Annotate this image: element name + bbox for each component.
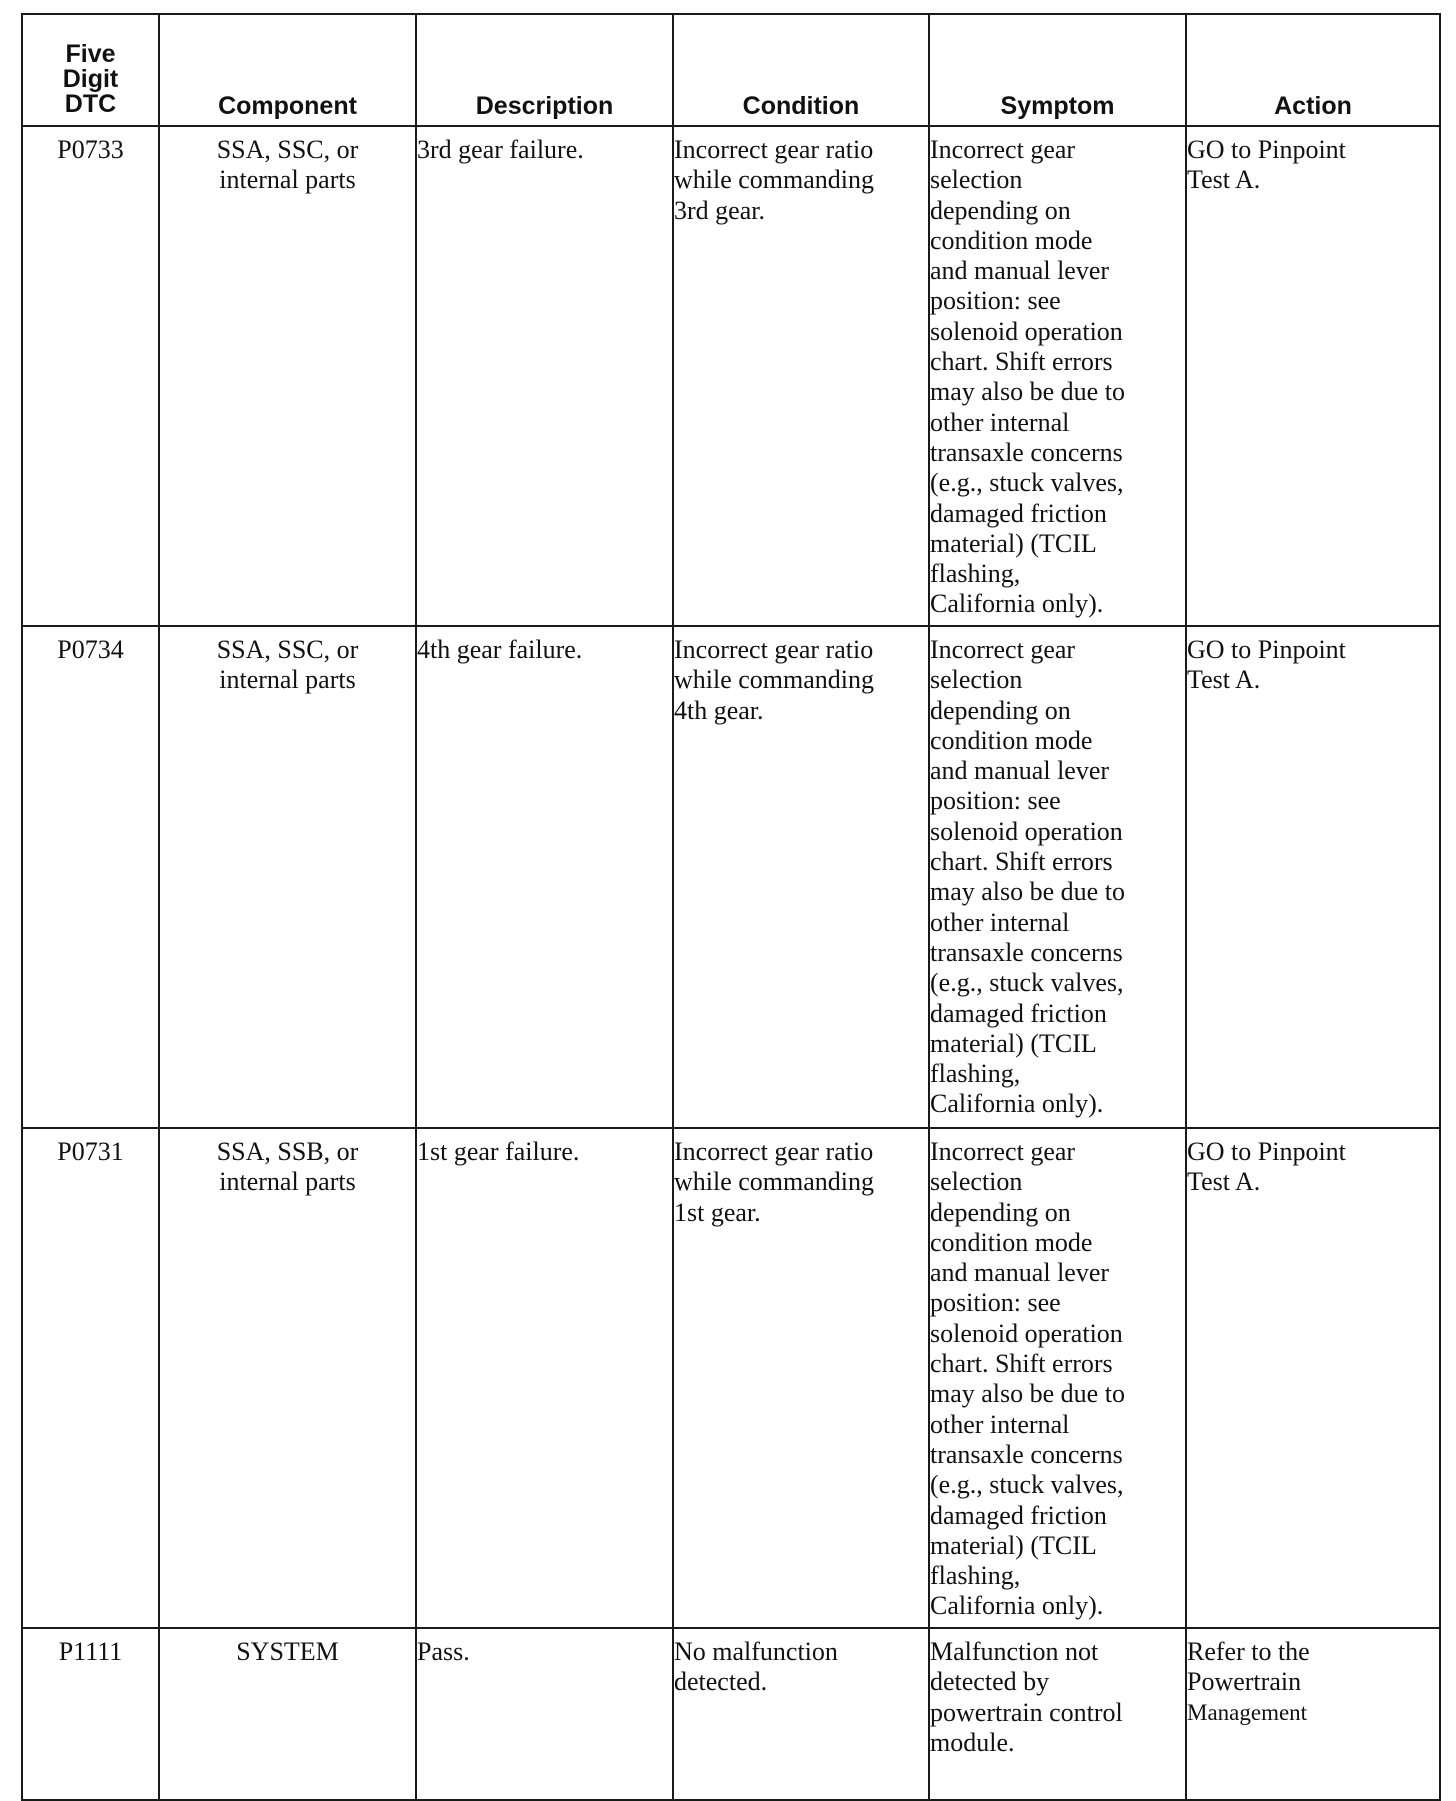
symptom-line: material) (TCIL (930, 1530, 1097, 1560)
condition-line: while commanding (674, 1167, 875, 1197)
header-condition: Condition (673, 14, 929, 126)
symptom-line: flashing, (930, 559, 1021, 589)
symptom-line: other internal (930, 407, 1070, 437)
symptom-cell (929, 1628, 1186, 1800)
component-line: internal parts (219, 1167, 356, 1197)
action-cell (1186, 1628, 1440, 1800)
symptom-line: condition mode (930, 225, 1093, 255)
header-dtc-line: Five (65, 40, 116, 68)
symptom-line: condition mode (930, 1227, 1093, 1257)
symptom-line: selection (930, 1167, 1023, 1197)
component-cell (159, 1128, 416, 1628)
symptom-line: position: see (930, 1288, 1061, 1318)
symptom-line: (e.g., stuck valves, (930, 468, 1124, 498)
symptom-cell (929, 626, 1186, 1128)
symptom-line: Malfunction not (930, 1637, 1099, 1666)
symptom-line: damaged friction (930, 998, 1107, 1028)
dtc-cell: P0734 (22, 626, 159, 1128)
symptom-line: flashing, (930, 1059, 1021, 1089)
symptom-line: damaged friction (930, 1500, 1107, 1530)
component-cell (159, 126, 416, 626)
symptom-line: condition mode (930, 725, 1093, 755)
symptom-line: module. (930, 1727, 1015, 1757)
symptom-line: transaxle concerns (930, 437, 1123, 467)
symptom-line: depending on (930, 195, 1071, 225)
action-cell (1186, 626, 1440, 1128)
symptom-line: powertrain control (930, 1697, 1123, 1727)
header-dtc-line: DTC (64, 90, 117, 118)
header-component: Component (159, 14, 416, 126)
symptom-cell (929, 1128, 1186, 1628)
symptom-line: detected by (930, 1667, 1050, 1697)
table-row (22, 1128, 1440, 1628)
symptom-line: material) (TCIL (930, 1028, 1097, 1058)
action-line: Management (1187, 1699, 1308, 1725)
condition-line: 4th gear. (674, 695, 764, 725)
symptom-line: depending on (930, 695, 1071, 725)
symptom-line: California only). (930, 1089, 1104, 1119)
condition-cell (673, 626, 929, 1128)
action-cell (1186, 126, 1440, 626)
symptom-line: chart. Shift errors (930, 1349, 1113, 1379)
description-cell: 4th gear failure. (416, 626, 673, 1128)
action-line: GO to Pinpoint (1187, 635, 1346, 664)
symptom-line: position: see (930, 286, 1061, 316)
symptom-line: selection (930, 665, 1023, 695)
symptom-line: may also be due to (930, 877, 1125, 907)
symptom-line: damaged friction (930, 498, 1107, 528)
component-line: SSA, SSB, or (216, 1137, 359, 1166)
condition-cell (673, 126, 929, 626)
header-row (22, 14, 1440, 126)
symptom-line: transaxle concerns (930, 1439, 1123, 1469)
description-cell: 1st gear failure. (416, 1128, 673, 1628)
symptom-line: material) (TCIL (930, 528, 1097, 558)
symptom-line: (e.g., stuck valves, (930, 968, 1124, 998)
header-dtc-line: Digit (62, 65, 119, 93)
symptom-line: solenoid operation (930, 1318, 1123, 1348)
header-dtc (22, 14, 159, 126)
symptom-line: selection (930, 165, 1023, 195)
table-row (22, 626, 1440, 1128)
dtc-cell: P0733 (22, 126, 159, 626)
action-line: GO to Pinpoint (1187, 1137, 1346, 1166)
component-line: internal parts (219, 665, 356, 695)
component-cell (159, 626, 416, 1128)
header-action: Action (1186, 14, 1440, 126)
symptom-line: (e.g., stuck valves, (930, 1470, 1124, 1500)
header-description: Description (416, 14, 673, 126)
symptom-line: may also be due to (930, 377, 1125, 407)
condition-line: No malfunction (674, 1637, 838, 1666)
condition-line: while commanding (674, 665, 875, 695)
symptom-line: chart. Shift errors (930, 347, 1113, 377)
condition-line: 3rd gear. (674, 195, 765, 225)
symptom-line: position: see (930, 786, 1061, 816)
dtc-cell: P0731 (22, 1128, 159, 1628)
symptom-line: depending on (930, 1197, 1071, 1227)
dtc-cell: P1111 (22, 1628, 159, 1800)
symptom-line: California only). (930, 589, 1104, 619)
symptom-line: and manual lever (930, 1258, 1110, 1288)
symptom-line: Incorrect gear (930, 135, 1076, 164)
component-line: SSA, SSC, or (216, 635, 359, 664)
symptom-line: solenoid operation (930, 816, 1123, 846)
symptom-line: transaxle concerns (930, 937, 1123, 967)
symptom-line: other internal (930, 907, 1070, 937)
condition-cell (673, 1128, 929, 1628)
description-cell: Pass. (416, 1628, 673, 1800)
symptom-line: Incorrect gear (930, 635, 1076, 664)
table-row (22, 1628, 1440, 1800)
action-line: Test A. (1187, 165, 1261, 195)
symptom-line: Incorrect gear (930, 1137, 1076, 1166)
table-row (22, 126, 1440, 626)
action-line: GO to Pinpoint (1187, 135, 1346, 164)
symptom-line: and manual lever (930, 256, 1110, 286)
symptom-line: may also be due to (930, 1379, 1125, 1409)
symptom-line: solenoid operation (930, 316, 1123, 346)
condition-line: 1st gear. (674, 1197, 761, 1227)
action-cell (1186, 1128, 1440, 1628)
symptom-line: flashing, (930, 1561, 1021, 1591)
condition-line: Incorrect gear ratio (674, 1137, 874, 1166)
component-line: internal parts (219, 165, 356, 195)
condition-line: Incorrect gear ratio (674, 135, 874, 164)
header-symptom: Symptom (929, 14, 1186, 126)
component-line: SSA, SSC, or (216, 135, 359, 164)
description-cell: 3rd gear failure. (416, 126, 673, 626)
dtc-table (21, 13, 1441, 1801)
symptom-cell (929, 126, 1186, 626)
action-line: Refer to the (1187, 1637, 1310, 1666)
condition-line: Incorrect gear ratio (674, 635, 874, 664)
symptom-line: California only). (930, 1591, 1104, 1621)
condition-cell (673, 1628, 929, 1800)
component-line: SYSTEM (236, 1637, 339, 1666)
symptom-line: other internal (930, 1409, 1070, 1439)
action-line: Test A. (1187, 665, 1261, 695)
component-cell (159, 1628, 416, 1800)
symptom-line: chart. Shift errors (930, 847, 1113, 877)
condition-line: detected. (674, 1667, 768, 1697)
action-line: Test A. (1187, 1167, 1261, 1197)
action-line: Powertrain (1187, 1667, 1302, 1697)
condition-line: while commanding (674, 165, 875, 195)
symptom-line: and manual lever (930, 756, 1110, 786)
